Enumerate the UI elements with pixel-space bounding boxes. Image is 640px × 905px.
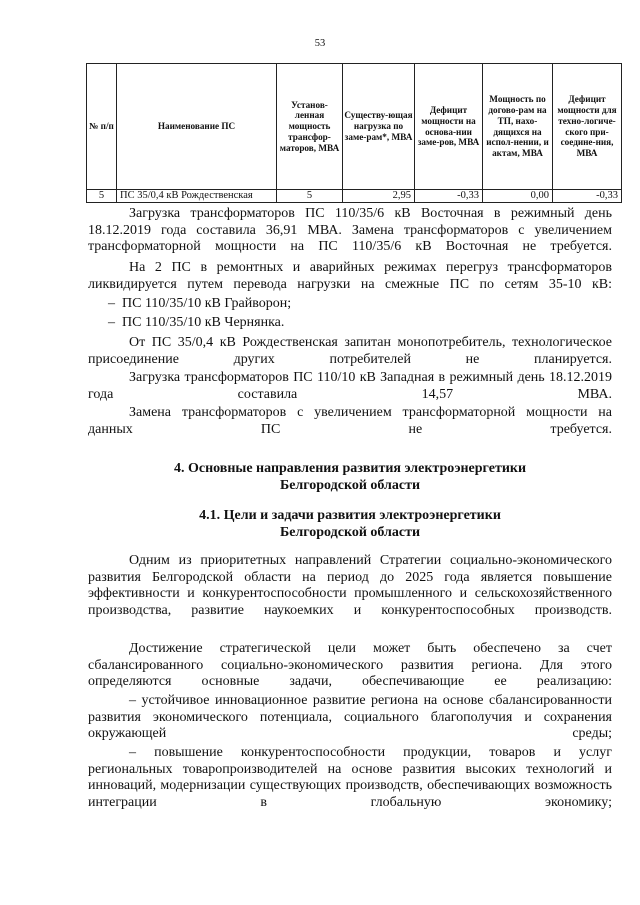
col-header-deficit-tp: Дефицит мощности для техно-логиче-ского при-соедине-ния, МВА	[553, 64, 622, 190]
table-header-row	[87, 64, 622, 190]
col-header-name: Наименование ПС	[117, 64, 277, 190]
heading-line: Белгородской области	[279, 478, 421, 493]
list-item: – устойчивое инновационное развитие региона на основе сбалансированности развития экономического потенциала, социального благополучия и сохранения окружающей среды;	[88, 693, 612, 742]
paragraph: Загрузка трансформаторов ПС 110/10 кВ Западная в режимный день 18.12.2019 года составила 14,57 МВА.	[88, 370, 612, 402]
section-heading-4-1	[88, 507, 612, 541]
paragraph: На 2 ПС в ремонтных и аварийных режимах перегруз трансформаторов ликвидируется путем перевода нагрузки на смежные ПС по сетям 35-10 кВ:	[88, 260, 612, 292]
col-header-deficit: Дефицит мощности на основа-нии заме-ров, МВА	[415, 64, 483, 190]
heading-line: 4.1. Цели и задачи развития электроэнергетики	[199, 508, 501, 523]
table-cell: -0,33	[415, 190, 483, 203]
deficit-table	[86, 63, 622, 203]
section-heading-4	[88, 460, 612, 494]
list-item: – ПС 110/35/10 кВ Чернянка.	[108, 315, 285, 330]
table-cell: 2,95	[343, 190, 415, 203]
heading-line: Белгородской области	[279, 525, 421, 540]
page-number: 53	[314, 38, 326, 49]
table-cell: 5	[277, 190, 343, 203]
paragraph: Загрузка трансформаторов ПС 110/35/6 кВ Восточная в режимный день 18.12.2019 года составила 36,91 МВА. Замена трансформаторов с увеличением трансформаторной мощности на ПС 110/35/6 кВ Восточная не требуется.	[88, 206, 612, 255]
list-item: – повышение конкурентоспособности продукции, товаров и услуг региональных товаропроизводителей на основе развития высоких технологий и инноваций, модернизации существующих производств, обеспечивающих возможность интеграции в глобальную экономику;	[88, 745, 612, 811]
list-item: – ПС 110/35/10 кВ Грайворон;	[108, 296, 292, 311]
table-row	[87, 190, 622, 203]
table-cell: 5	[87, 190, 117, 203]
paragraph: Достижение стратегической цели может быть обеспечено за счет сбалансированного социально-экономического развития региона. Для этого определяются основные задачи, обеспечивающие ее реализацию:	[88, 641, 612, 690]
paragraph: Замена трансформаторов с увеличением трансформаторной мощности на данных ПС не требуется.	[88, 405, 612, 437]
col-header-load: Существу-ющая нагрузка по заме-рам*, МВА	[343, 64, 415, 190]
paragraph: Одним из приоритетных направлений Стратегии социально-экономического развития Белгородской области на период до 2025 года является повышение эффективности и конкурентоспособности промышленного и сельскохозяйственного производства, развитие наукоемких и конкурентоспособных производств.	[88, 553, 612, 619]
col-header-num: № п/п	[87, 64, 117, 190]
table-cell: 0,00	[483, 190, 553, 203]
paragraph: От ПС 35/0,4 кВ Рождественская запитан монопотребитель, технологическое присоединение других потребителей не планируется.	[88, 335, 612, 367]
list-item-text: ПС 110/35/10 кВ Чернянка.	[122, 315, 285, 330]
list-item-text: ПС 110/35/10 кВ Грайворон;	[122, 296, 292, 311]
table-cell: ПС 35/0,4 кВ Рождественская	[117, 190, 277, 203]
heading-line: 4. Основные направления развития электроэнергетики	[173, 461, 527, 476]
col-header-installed: Установ-ленная мощность трансфор-маторов, МВА	[277, 64, 343, 190]
table-cell: -0,33	[553, 190, 622, 203]
col-header-contracts: Мощность по догово-рам на ТП, нахо-дящихся на испол-нении, и актам, МВА	[483, 64, 553, 190]
